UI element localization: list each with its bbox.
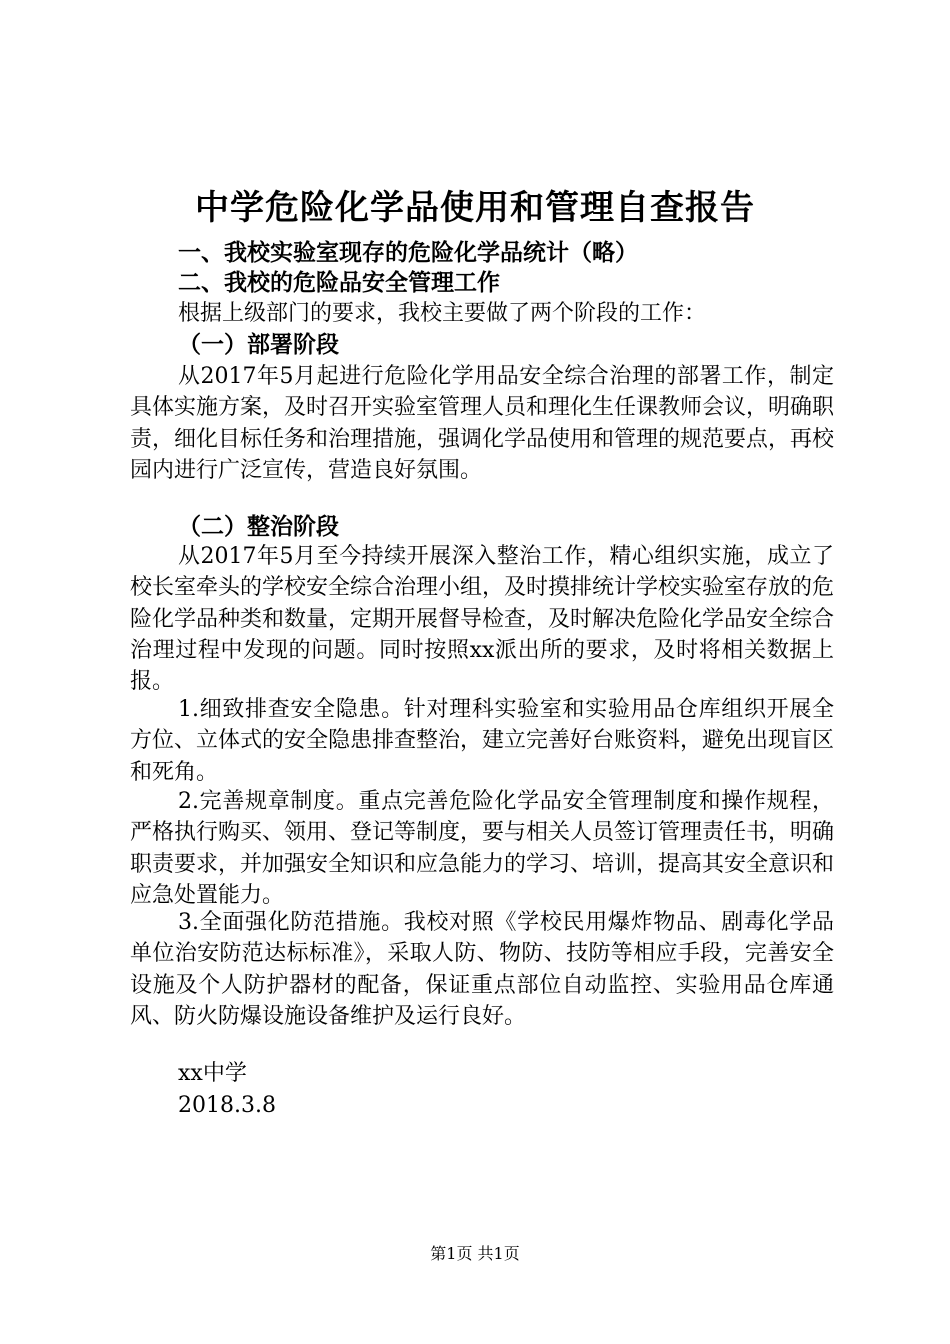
- intro-paragraph: 根据上级部门的要求，我校主要做了两个阶段的工作：: [178, 301, 707, 326]
- stage1-heading: （一）部署阶段: [178, 332, 339, 358]
- stage2-paragraph: 从2017年5月至今持续开展深入整治工作，精心组织实施，成立了校长室牵头的学校安全综合治理小组，及时摸排统计学校实验室存放的危险化学品种类和数量，定期开展督导检查，及时解决危险化学品安全综合治理过程中发现的问题。同时按照xx派出所的要求，及时将相关数据上报。: [130, 544, 835, 695]
- date: 2018.3.8: [178, 1093, 276, 1118]
- document-title: 中学危险化学品使用和管理自查报告: [195, 188, 755, 228]
- section2-heading: 二、我校的危险品安全管理工作: [178, 270, 500, 296]
- item1-paragraph: 1.细致排查安全隐患。针对理科实验室和实验用品仓库组织开展全方位、立体式的安全隐患排查整治，建立完善好台账资料，避免出现盲区和死角。: [130, 697, 835, 785]
- page-number: 第1页 共1页: [430, 1244, 520, 1263]
- stage2-heading: （二）整治阶段: [178, 514, 339, 540]
- section1-heading: 一、我校实验室现存的危险化学品统计（略）: [178, 240, 638, 266]
- item2-paragraph: 2.完善规章制度。重点完善危险化学品安全管理制度和操作规程，严格执行购买、领用、登记等制度，要与相关人员签订管理责任书，明确职责要求，并加强安全知识和应急能力的学习、培训，提高其安全意识和应急处置能力。: [130, 789, 835, 908]
- signature: xx中学: [178, 1061, 247, 1086]
- stage1-paragraph: 从2017年5月起进行危险化学用品安全综合治理的部署工作，制定具体实施方案，及时召开实验室管理人员和理化生任课教师会议，明确职责，细化目标任务和治理措施，强调化学品使用和管理的规范要点，再校园内进行广泛宣传，营造良好氛围。: [130, 364, 835, 483]
- item3-paragraph: 3.全面强化防范措施。我校对照《学校民用爆炸物品、剧毒化学品单位治安防范达标标准》，采取人防、物防、技防等相应手段，完善安全设施及个人防护器材的配备，保证重点部位自动监控、实验用品仓库通风、防火防爆设施设备维护及运行良好。: [130, 910, 834, 1029]
